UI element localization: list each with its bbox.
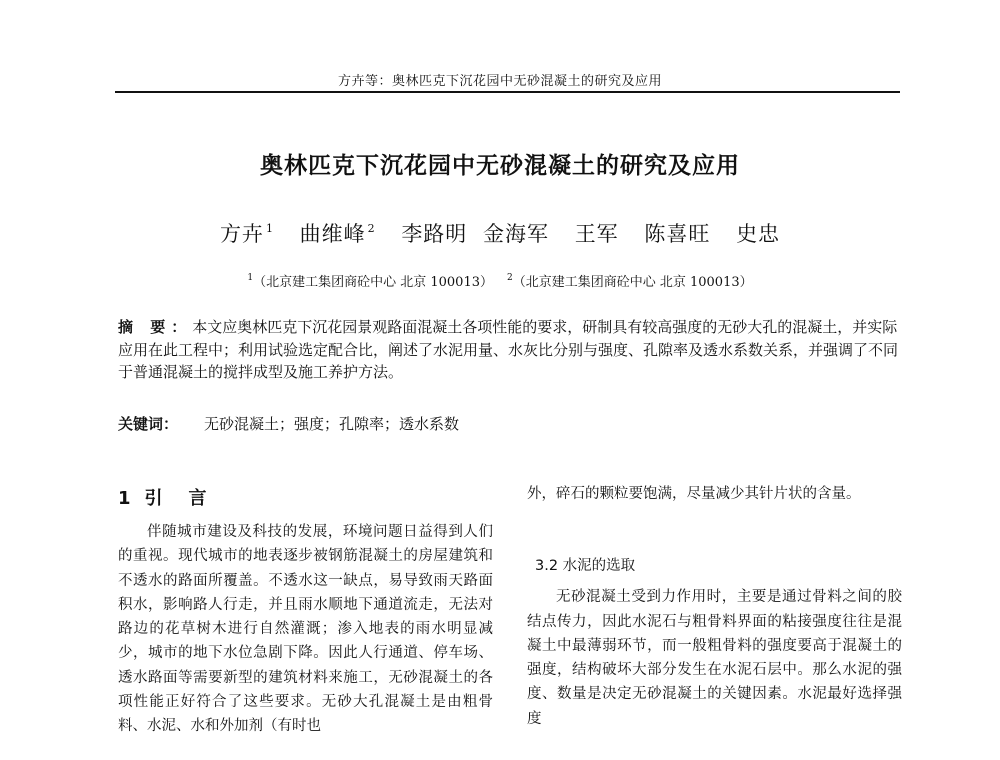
keywords-text: 无砂混凝土；强度；孔隙率；透水系数 (204, 415, 460, 433)
author: 方卉 $^1$ (219, 222, 274, 246)
section-title: 引言 (144, 488, 233, 509)
author: 陈喜旺 (644, 222, 711, 246)
keywords (118, 413, 908, 434)
author-affiliation-mark: 2 (367, 222, 376, 235)
author: 史忠 (736, 222, 781, 246)
affiliation-text: （北京建工集团商砼中心 北京 100013） (253, 275, 493, 290)
affiliations (0, 271, 1000, 290)
author: 李路明 (401, 222, 468, 246)
paper-title: 奥林匹克下沉花园中无砂混凝土的研究及应用 (260, 153, 740, 179)
author: 曲维峰 $^2$ (299, 222, 376, 246)
abstract-text: 本文应奥林匹克下沉花园景观路面混凝土各项性能的要求，研制具有较高强度的无砂大孔的混凝土，并实际应用在此工程中；利用试验选定配合比，阐述了水泥用量、水灰比分别与强度、孔隙率及透水系数关系，并强调了不同于普通混凝土的搅拌成型及施工养护方法。 (118, 318, 899, 381)
left-column (118, 484, 493, 739)
abstract-label: 摘 要： (118, 318, 193, 336)
affiliation-mark: 1 (247, 273, 254, 283)
body-paragraph: 无砂混凝土受到力作用时，主要是通过骨料之间的胶结点传力，因此水泥石与粗骨料界面的粘接强度往往是混凝土中最薄弱环节，而一般粗骨料的强度要高于混凝土的强度，结构破坏大部分发生在水泥石层中。那么水泥的强度、数量是决定无砂混凝土的关键因素。水泥最好选择强度 (527, 589, 902, 727)
section-number: 1 (118, 488, 131, 509)
keywords-label: 关键词： (118, 415, 179, 433)
running-head: 方卉等：奥林匹克下沉花园中无砂混凝土的研究及应用 (337, 74, 662, 89)
continued-paragraph: 外，碎石的颗粒要饱满，尽量减少其针片状的含量。 (527, 486, 861, 502)
abstract (118, 316, 908, 384)
author: 金海军 (483, 222, 549, 246)
subsection-heading: 3.2 水泥的选取 (535, 558, 636, 575)
affiliation-text: （北京建工集团商砼中心 北京 100013） (512, 275, 753, 290)
affiliation-mark: 2 (507, 273, 513, 283)
author-list (0, 218, 1000, 248)
right-column (527, 482, 902, 731)
author-affiliation-mark: 1 (265, 222, 274, 235)
section-heading (118, 484, 493, 510)
body-paragraph: 伴随城市建设及科技的发展，环境问题日益得到人们的重视。现代城市的地表逐步被钢筋混凝土的房屋建筑和不透水的路面所覆盖。不透水这一缺点，易导致雨天路面积水，影响路人行走，并且雨水顺地下通道流走，无法对路边的花草树木进行自然灌溉；渗入地表的雨水明显减少，城市的地下水位急剧下降。因此人行通道、停车场、透水路面等需要新型的建筑材料来施工，无砂混凝土的各项性能正好符合了这些要求。无砂大孔混凝土是由粗骨料、水泥、水和外加剂（有时也 (118, 524, 493, 735)
header-rule (115, 91, 900, 93)
author: 王军 (574, 222, 619, 246)
